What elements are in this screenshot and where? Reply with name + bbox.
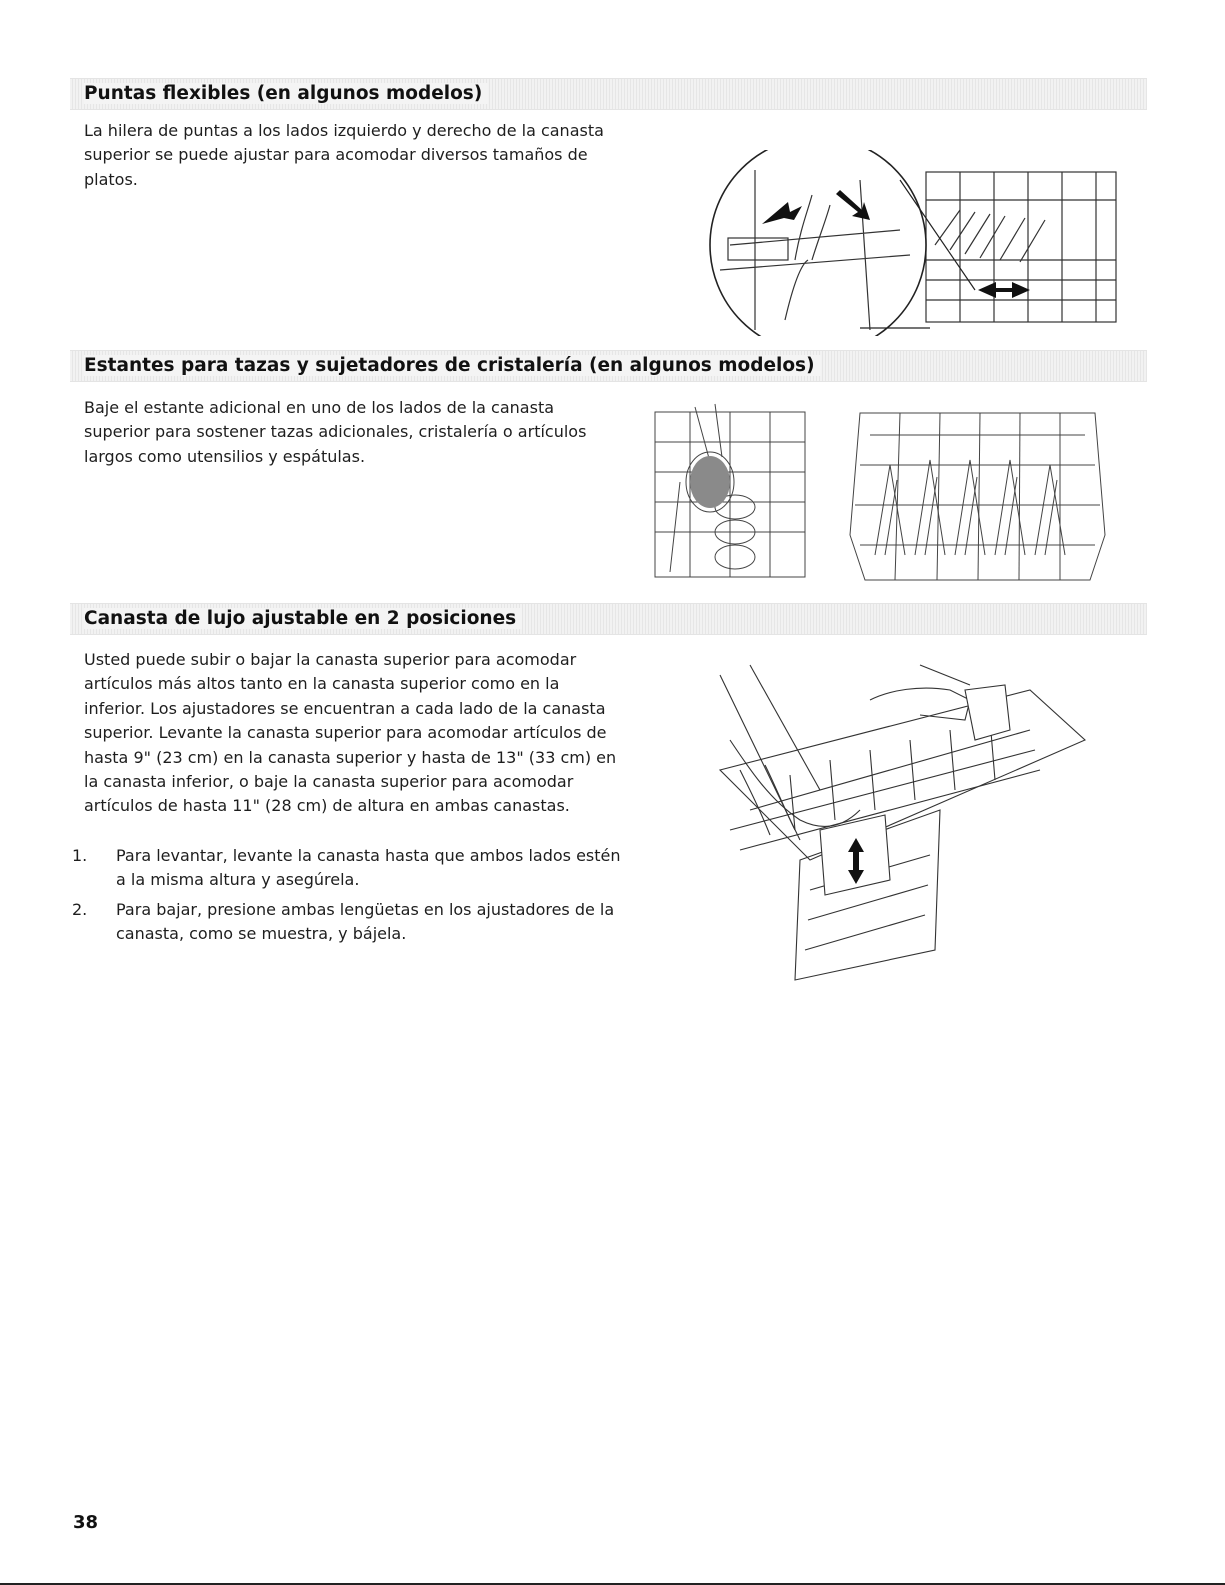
step-number: 2. <box>72 899 88 919</box>
cup-shelf-illustration <box>650 402 810 582</box>
instruction-steps <box>72 844 632 952</box>
step-item <box>72 844 632 893</box>
section-paragraph: Baje el estante adicional en uno de los lados de la canasta superior para sostener tazas adicionales, cristalería o artículos largos como utensilios y espátulas. <box>84 398 587 466</box>
step-item <box>72 898 632 947</box>
section-paragraph: Usted puede subir o bajar la canasta superior para acomodar artículos más altos tanto en la canasta superior como en la inferior. Los ajustadores se encuentran a cada lado de la canasta superior. Levante la canasta superior para acomodar artículos de hasta 9" (23 cm) en la canasta superior y hasta de 13" (33 cm) en la canasta inferior, o baje la canasta superior para acomodar artículos de hasta 11" (28 cm) de altura en ambas canastas. <box>84 650 617 816</box>
flexible-tines-illustration <box>700 150 1120 336</box>
section-title: Estantes para tazas y sujetadores de cristalería (en algunos modelos) <box>84 355 821 376</box>
section-header-flexible-tines <box>70 78 1147 110</box>
section-paragraph: La hilera de puntas a los lados izquierdo y derecho de la canasta superior se puede ajustar para acomodar diversos tamaños de platos. <box>84 121 604 189</box>
upper-rack-illustration <box>845 405 1110 585</box>
step-text: Para levantar, levante la canasta hasta que ambos lados estén a la misma altura y asegúrela. <box>116 846 621 890</box>
rack-adjuster-illustration <box>690 660 1090 990</box>
page-number: 38 <box>73 1512 99 1533</box>
section-title: Canasta de lujo ajustable en 2 posiciones <box>84 608 522 629</box>
section-header-cup-shelves <box>70 350 1147 382</box>
section-header-deluxe-rack <box>70 603 1147 635</box>
step-number: 1. <box>72 846 88 865</box>
step-text: Para bajar, presione ambas lengüetas en los ajustadores de la canasta, como se muestra, y bájela. <box>116 899 615 944</box>
section-title: Puntas flexibles (en algunos modelos) <box>84 83 488 104</box>
